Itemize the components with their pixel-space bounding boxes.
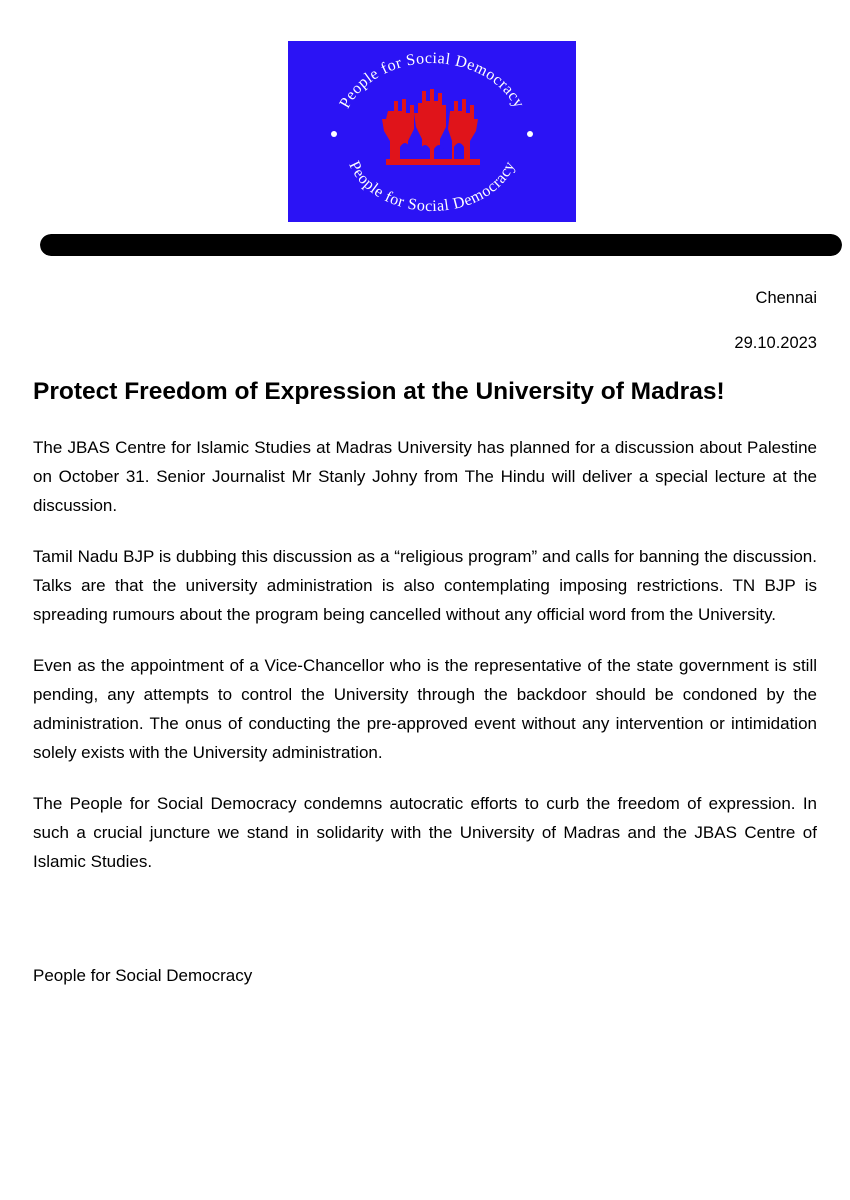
header-divider bbox=[40, 234, 842, 256]
statement-paragraph: Even as the appointment of a Vice-Chancellor who is the representative of the state government is still pending, any attempts to control the University through the backdoor should be condoned by the administration. The onus of conducting the pre-approved event without any intervention or intimidation solely exists with the University administration. bbox=[33, 656, 817, 762]
signature: People for Social Democracy bbox=[33, 966, 253, 985]
logo-bottom-text: People for Social Democracy bbox=[345, 158, 519, 216]
organization-logo bbox=[288, 41, 576, 222]
statement-paragraph: The People for Social Democracy condemns autocratic efforts to curb the freedom of expression. In such a crucial juncture we stand in solidarity with the University of Madras and the JBAS Centre of Islamic Studies. bbox=[33, 794, 817, 871]
logo-dot-left bbox=[331, 131, 337, 137]
logo-dot-right bbox=[527, 131, 533, 137]
logo-top-text: People for Social Democracy bbox=[336, 49, 528, 112]
letter-place: Chennai bbox=[755, 289, 817, 307]
letter-date: 29.10.2023 bbox=[734, 334, 817, 352]
statement-paragraph: Tamil Nadu BJP is dubbing this discussion as a “religious program” and calls for banning the discussion. Talks are that the university administration is also contemplating imposing restrictions. TN BJP is spreading rumours about the program being cancelled without any official word from the University. bbox=[33, 547, 817, 624]
statement-title: Protect Freedom of Expression at the University of Madras! bbox=[33, 378, 725, 405]
statement-body bbox=[33, 433, 817, 898]
statement-paragraph: The JBAS Centre for Islamic Studies at Madras University has planned for a discussion about Palestine on October 31. Senior Journalist Mr Stanly Johny from The Hindu will deliver a special lecture at the discussion. bbox=[33, 438, 817, 515]
